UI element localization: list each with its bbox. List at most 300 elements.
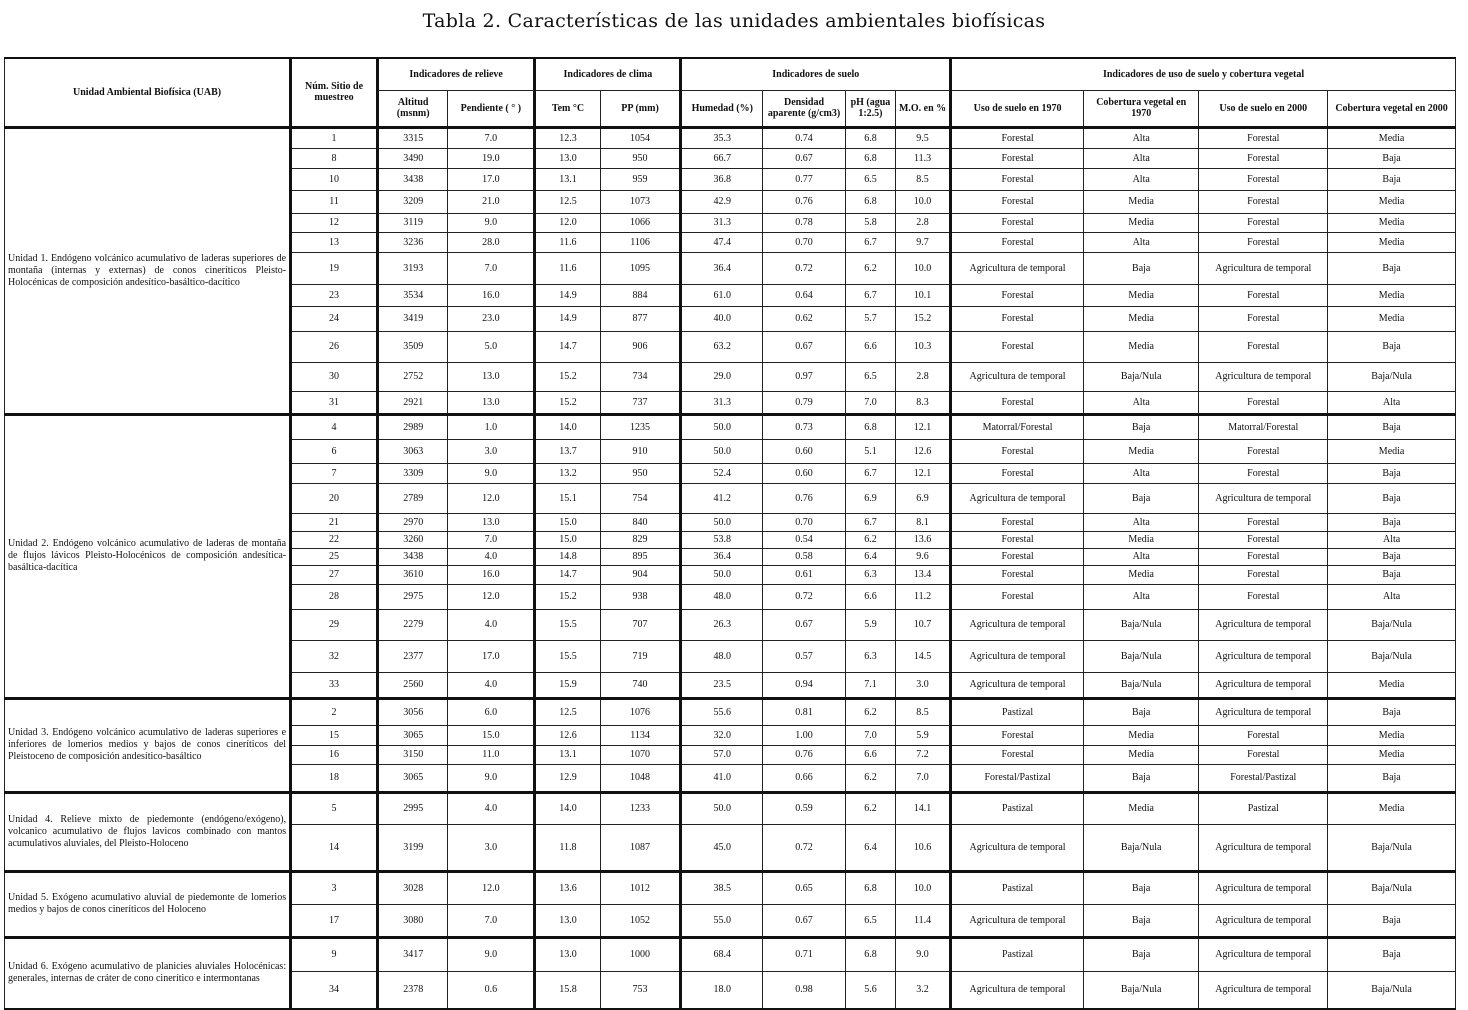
header-uso: Indicadores de uso de suelo y cobertura vegetal [951,58,1456,90]
cell-pendiente: 12.0 [448,483,535,513]
cell-pp: 707 [600,609,681,640]
cell-cob2000: Baja [1328,414,1456,439]
cell-pp: 754 [600,483,681,513]
cell-pendiente: 1.0 [448,414,535,439]
cell-densidad: 0.60 [763,439,846,463]
cell-altitud: 3150 [377,745,448,764]
cell-cob1970: Baja [1083,414,1198,439]
cell-sitio: 18 [291,764,378,792]
cell-mo: 10.0 [895,190,950,213]
cell-densidad: 0.67 [763,904,846,937]
cell-pendiente: 11.0 [448,745,535,764]
cell-cob1970: Baja/Nula [1083,362,1198,391]
cell-ph: 6.7 [845,232,895,252]
cell-tem: 15.5 [535,640,600,672]
cell-cob1970: Alta [1083,548,1198,565]
cell-cob2000: Baja/Nula [1328,640,1456,672]
cell-humedad: 23.5 [681,672,763,698]
cell-cob2000: Alta [1328,584,1456,609]
cell-uso1970: Pastizal [951,937,1084,971]
cell-sitio: 15 [291,725,378,745]
cell-cob2000: Baja [1328,252,1456,284]
cell-cob2000: Baja [1328,548,1456,565]
cell-pp: 740 [600,672,681,698]
cell-tem: 14.9 [535,306,600,331]
cell-pp: 1054 [600,127,681,148]
cell-sitio: 27 [291,565,378,584]
cell-tem: 13.2 [535,463,600,483]
cell-altitud: 2995 [377,792,448,824]
cell-mo: 10.1 [895,284,950,306]
cell-cob2000: Media [1328,284,1456,306]
cell-tem: 14.0 [535,792,600,824]
cell-tem: 15.2 [535,584,600,609]
cell-cob2000: Baja [1328,565,1456,584]
cell-pp: 1134 [600,725,681,745]
cell-pp: 959 [600,168,681,190]
cell-densidad: 0.62 [763,306,846,331]
cell-pp: 734 [600,362,681,391]
cell-cob1970: Baja [1083,483,1198,513]
cell-cob1970: Media [1083,565,1198,584]
cell-uso2000: Agricultura de temporal [1199,871,1328,904]
header-cob2000: Cobertura vegetal en 2000 [1328,90,1456,127]
cell-uso1970: Forestal [951,531,1084,548]
cell-ph: 6.7 [845,463,895,483]
cell-uso2000: Agricultura de temporal [1199,698,1328,725]
cell-densidad: 0.71 [763,937,846,971]
cell-cob1970: Media [1083,331,1198,362]
cell-ph: 6.8 [845,190,895,213]
cell-sitio: 22 [291,531,378,548]
cell-pp: 904 [600,565,681,584]
cell-densidad: 0.59 [763,792,846,824]
cell-uso2000: Forestal [1199,284,1328,306]
cell-cob1970: Alta [1083,148,1198,168]
cell-mo: 12.1 [895,414,950,439]
cell-pendiente: 21.0 [448,190,535,213]
cell-altitud: 2789 [377,483,448,513]
cell-altitud: 3236 [377,232,448,252]
cell-cob2000: Baja/Nula [1328,609,1456,640]
cell-uso2000: Forestal [1199,213,1328,232]
cell-uso1970: Pastizal [951,792,1084,824]
cell-uso1970: Forestal [951,306,1084,331]
cell-altitud: 3063 [377,439,448,463]
cell-altitud: 2921 [377,391,448,414]
cell-tem: 15.5 [535,609,600,640]
cell-pendiente: 28.0 [448,232,535,252]
cell-pendiente: 9.0 [448,213,535,232]
cell-humedad: 32.0 [681,725,763,745]
cell-cob1970: Baja [1083,698,1198,725]
cell-cob2000: Media [1328,725,1456,745]
header-densidad: Densidad aparente (g/cm3) [763,90,846,127]
cell-mo: 2.8 [895,213,950,232]
cell-uso1970: Forestal [951,439,1084,463]
cell-cob1970: Baja [1083,252,1198,284]
cell-sitio: 5 [291,792,378,824]
cell-sitio: 16 [291,745,378,764]
cell-pp: 895 [600,548,681,565]
cell-uso2000: Forestal [1199,232,1328,252]
cell-uso1970: Forestal [951,463,1084,483]
cell-pendiente: 4.0 [448,672,535,698]
cell-altitud: 2560 [377,672,448,698]
cell-sitio: 12 [291,213,378,232]
cell-ph: 6.5 [845,168,895,190]
cell-humedad: 26.3 [681,609,763,640]
cell-pp: 829 [600,531,681,548]
header-altitud: Altitud (msnm) [377,90,448,127]
cell-pp: 719 [600,640,681,672]
cell-ph: 6.2 [845,531,895,548]
cell-ph: 5.8 [845,213,895,232]
cell-uso2000: Agricultura de temporal [1199,640,1328,672]
cell-densidad: 0.66 [763,764,846,792]
cell-humedad: 66.7 [681,148,763,168]
cell-pp: 877 [600,306,681,331]
header-ph: pH (agua 1:2.5) [845,90,895,127]
cell-tem: 13.6 [535,871,600,904]
cell-ph: 5.9 [845,609,895,640]
cell-mo: 14.1 [895,792,950,824]
cell-pp: 1070 [600,745,681,764]
cell-sitio: 24 [291,306,378,331]
cell-uso1970: Forestal [951,127,1084,148]
cell-uso1970: Forestal [951,548,1084,565]
cell-humedad: 53.8 [681,531,763,548]
cell-cob1970: Alta [1083,391,1198,414]
cell-cob1970: Media [1083,213,1198,232]
cell-uso2000: Forestal [1199,148,1328,168]
cell-tem: 14.9 [535,284,600,306]
cell-mo: 11.4 [895,904,950,937]
cell-tem: 12.3 [535,127,600,148]
cell-humedad: 29.0 [681,362,763,391]
cell-uso1970: Agricultura de temporal [951,904,1084,937]
cell-mo: 12.6 [895,439,950,463]
cell-pendiente: 5.0 [448,331,535,362]
table-row [5,127,1456,148]
cell-pendiente: 17.0 [448,640,535,672]
cell-mo: 11.3 [895,148,950,168]
cell-sitio: 8 [291,148,378,168]
cell-sitio: 2 [291,698,378,725]
cell-tem: 13.7 [535,439,600,463]
cell-humedad: 40.0 [681,306,763,331]
cell-pendiente: 3.0 [448,824,535,871]
cell-altitud: 3309 [377,463,448,483]
cell-densidad: 0.73 [763,414,846,439]
cell-pp: 1000 [600,937,681,971]
header-sitio: Núm. Sitio de muestreo [291,58,378,127]
cell-cob2000: Media [1328,306,1456,331]
cell-densidad: 0.65 [763,871,846,904]
cell-humedad: 50.0 [681,414,763,439]
cell-uso2000: Forestal [1199,463,1328,483]
cell-sitio: 20 [291,483,378,513]
cell-uso1970: Agricultura de temporal [951,362,1084,391]
cell-densidad: 0.67 [763,148,846,168]
cell-cob2000: Baja/Nula [1328,971,1456,1009]
cell-cob2000: Baja [1328,483,1456,513]
cell-uso2000: Forestal [1199,725,1328,745]
cell-uso2000: Forestal [1199,548,1328,565]
cell-pp: 1012 [600,871,681,904]
cell-mo: 6.9 [895,483,950,513]
cell-uso1970: Forestal/Pastizal [951,764,1084,792]
cell-uso2000: Agricultura de temporal [1199,672,1328,698]
cell-cob2000: Baja [1328,463,1456,483]
cell-uso2000: Agricultura de temporal [1199,904,1328,937]
cell-cob1970: Media [1083,306,1198,331]
header-mo: M.O. en % [895,90,950,127]
cell-uso1970: Forestal [951,148,1084,168]
cell-ph: 6.8 [845,871,895,904]
cell-pp: 737 [600,391,681,414]
cell-sitio: 34 [291,971,378,1009]
cell-pp: 1087 [600,824,681,871]
cell-humedad: 48.0 [681,584,763,609]
cell-sitio: 33 [291,672,378,698]
cell-densidad: 0.94 [763,672,846,698]
cell-tem: 15.9 [535,672,600,698]
cell-cob2000: Baja [1328,168,1456,190]
table-row [5,871,1456,904]
cell-cob2000: Media [1328,439,1456,463]
unit-description: Unidad 5. Exógeno acumulativo aluvial de piedemonte de lomerios medios y bajos de conos cineríticos del Holoceno [5,871,291,937]
cell-pendiente: 0.6 [448,971,535,1009]
cell-uso2000: Forestal [1199,391,1328,414]
cell-pendiente: 12.0 [448,871,535,904]
cell-uso2000: Forestal [1199,513,1328,531]
cell-sitio: 30 [291,362,378,391]
cell-sitio: 28 [291,584,378,609]
cell-cob1970: Baja/Nula [1083,672,1198,698]
cell-densidad: 0.67 [763,331,846,362]
cell-uso2000: Agricultura de temporal [1199,824,1328,871]
table-body [5,127,1456,1009]
cell-humedad: 38.5 [681,871,763,904]
table-row [5,698,1456,725]
cell-tem: 13.1 [535,168,600,190]
cell-uso1970: Forestal [951,168,1084,190]
cell-altitud: 3193 [377,252,448,284]
cell-pp: 1052 [600,904,681,937]
cell-densidad: 0.58 [763,548,846,565]
cell-ph: 5.1 [845,439,895,463]
cell-ph: 6.2 [845,698,895,725]
cell-pendiente: 7.0 [448,904,535,937]
cell-pendiente: 4.0 [448,792,535,824]
cell-densidad: 0.64 [763,284,846,306]
cell-sitio: 21 [291,513,378,531]
cell-mo: 3.0 [895,672,950,698]
cell-mo: 8.3 [895,391,950,414]
cell-mo: 14.5 [895,640,950,672]
cell-sitio: 3 [291,871,378,904]
cell-sitio: 11 [291,190,378,213]
cell-cob2000: Baja/Nula [1328,824,1456,871]
cell-altitud: 3509 [377,331,448,362]
cell-altitud: 3419 [377,306,448,331]
cell-uso1970: Forestal [951,513,1084,531]
cell-tem: 15.1 [535,483,600,513]
header-pp: PP (mm) [600,90,681,127]
cell-pp: 1076 [600,698,681,725]
cell-sitio: 7 [291,463,378,483]
cell-mo: 10.0 [895,871,950,904]
cell-humedad: 50.0 [681,565,763,584]
cell-altitud: 3065 [377,725,448,745]
cell-altitud: 3056 [377,698,448,725]
cell-humedad: 35.3 [681,127,763,148]
unit-description: Unidad 3. Endógeno volcánico acumulativo de laderas superiores e inferiores de lomerios medios y bajos de conos cineríticos del Pleistoceno de composición andesítico-basáltico [5,698,291,792]
cell-cob2000: Alta [1328,391,1456,414]
cell-tem: 12.9 [535,764,600,792]
cell-ph: 6.6 [845,745,895,764]
cell-tem: 12.6 [535,725,600,745]
cell-mo: 11.2 [895,584,950,609]
cell-cob2000: Baja [1328,937,1456,971]
cell-pp: 950 [600,463,681,483]
cell-ph: 6.8 [845,414,895,439]
cell-altitud: 3260 [377,531,448,548]
cell-tem: 11.8 [535,824,600,871]
cell-altitud: 3199 [377,824,448,871]
cell-cob1970: Media [1083,531,1198,548]
cell-densidad: 0.60 [763,463,846,483]
cell-sitio: 25 [291,548,378,565]
cell-cob1970: Baja [1083,764,1198,792]
cell-cob1970: Baja [1083,871,1198,904]
cell-humedad: 45.0 [681,824,763,871]
cell-densidad: 0.72 [763,584,846,609]
cell-uso2000: Forestal/Pastizal [1199,764,1328,792]
cell-mo: 10.3 [895,331,950,362]
cell-densidad: 0.78 [763,213,846,232]
cell-uso2000: Forestal [1199,439,1328,463]
cell-cob2000: Media [1328,190,1456,213]
cell-pendiente: 4.0 [448,609,535,640]
cell-uso1970: Forestal [951,284,1084,306]
cell-cob1970: Media [1083,725,1198,745]
cell-densidad: 0.57 [763,640,846,672]
cell-altitud: 2970 [377,513,448,531]
cell-mo: 10.7 [895,609,950,640]
cell-uso1970: Forestal [951,725,1084,745]
cell-uso2000: Pastizal [1199,792,1328,824]
cell-pendiente: 16.0 [448,284,535,306]
cell-pp: 1233 [600,792,681,824]
cell-uso2000: Agricultura de temporal [1199,609,1328,640]
cell-densidad: 0.54 [763,531,846,548]
cell-uso2000: Forestal [1199,745,1328,764]
cell-mo: 12.1 [895,463,950,483]
cell-mo: 13.4 [895,565,950,584]
cell-ph: 6.3 [845,640,895,672]
cell-pendiente: 7.0 [448,127,535,148]
cell-ph: 7.1 [845,672,895,698]
cell-altitud: 2377 [377,640,448,672]
cell-densidad: 0.76 [763,190,846,213]
cell-ph: 6.2 [845,764,895,792]
cell-tem: 12.0 [535,213,600,232]
cell-ph: 7.0 [845,725,895,745]
table-row [5,792,1456,824]
header-uab: Unidad Ambiental Biofísica (UAB) [5,58,291,127]
cell-uso1970: Agricultura de temporal [951,672,1084,698]
cell-uso1970: Forestal [951,391,1084,414]
cell-uso2000: Forestal [1199,565,1328,584]
cell-densidad: 0.76 [763,483,846,513]
cell-altitud: 3490 [377,148,448,168]
cell-humedad: 50.0 [681,513,763,531]
cell-cob1970: Baja/Nula [1083,824,1198,871]
cell-cob2000: Baja [1328,698,1456,725]
cell-uso1970: Matorral/Forestal [951,414,1084,439]
cell-densidad: 1.00 [763,725,846,745]
cell-mo: 9.7 [895,232,950,252]
cell-uso2000: Agricultura de temporal [1199,971,1328,1009]
cell-cob1970: Baja [1083,937,1198,971]
cell-pp: 1235 [600,414,681,439]
cell-tem: 15.2 [535,391,600,414]
cell-mo: 8.5 [895,168,950,190]
unit-description: Unidad 1. Endógeno volcánico acumulativo de laderas superiores de montaña (internas y externas) de conos cineríticos Pleisto-Holocénicas de composición andesítico-basáltico-dacítico [5,127,291,414]
cell-cob2000: Media [1328,232,1456,252]
cell-pendiente: 15.0 [448,725,535,745]
cell-mo: 13.6 [895,531,950,548]
cell-tem: 13.1 [535,745,600,764]
cell-uso1970: Agricultura de temporal [951,609,1084,640]
cell-uso2000: Forestal [1199,306,1328,331]
cell-tem: 14.7 [535,565,600,584]
cell-cob1970: Alta [1083,232,1198,252]
cell-pendiente: 23.0 [448,306,535,331]
header-pendiente: Pendiente ( ° ) [448,90,535,127]
cell-pendiente: 7.0 [448,252,535,284]
header-humedad: Humedad (%) [681,90,763,127]
cell-altitud: 3028 [377,871,448,904]
cell-mo: 15.2 [895,306,950,331]
cell-humedad: 68.4 [681,937,763,971]
cell-densidad: 0.77 [763,168,846,190]
cell-cob1970: Media [1083,439,1198,463]
cell-densidad: 0.61 [763,565,846,584]
cell-cob2000: Media [1328,745,1456,764]
cell-uso2000: Forestal [1199,168,1328,190]
cell-mo: 10.6 [895,824,950,871]
cell-humedad: 55.0 [681,904,763,937]
cell-humedad: 63.2 [681,331,763,362]
cell-altitud: 3438 [377,548,448,565]
cell-altitud: 2989 [377,414,448,439]
cell-altitud: 3065 [377,764,448,792]
cell-tem: 11.6 [535,232,600,252]
table-title: Tabla 2. Características de las unidades ambientales biofísicas [422,10,1046,32]
cell-pendiente: 12.0 [448,584,535,609]
cell-pp: 950 [600,148,681,168]
cell-uso1970: Pastizal [951,871,1084,904]
cell-humedad: 50.0 [681,439,763,463]
cell-ph: 6.3 [845,565,895,584]
cell-cob2000: Media [1328,792,1456,824]
cell-humedad: 18.0 [681,971,763,1009]
cell-mo: 7.0 [895,764,950,792]
cell-humedad: 41.2 [681,483,763,513]
